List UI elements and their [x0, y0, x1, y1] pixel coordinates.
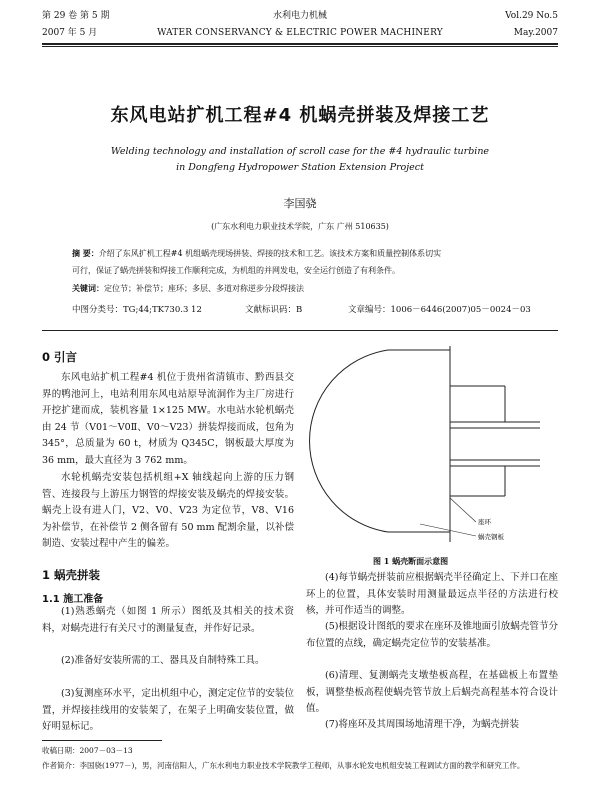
document-code: 文献标识码：B — [245, 305, 303, 315]
author-name: 李国骁 — [283, 197, 317, 210]
figure-label-scroll: 蜗壳钢板 — [478, 533, 504, 541]
prep-item-7: (7)将座环及其周围场地清理干净，为蜗壳拼装 — [325, 719, 519, 730]
prep-item-1: (1)熟悉蜗壳（如图 1 所示）图纸及其相关的技术资料，对蜗壳进行有关尺寸的测量复查，并作好记录。 — [42, 606, 294, 634]
prep-item-4: (4)每节蜗壳拼装前应根据蜗壳半径确定上、下并口在座环上的位置，具体安装时用测量最远点半径的方法进行校核，并可作适当的调整。 — [306, 572, 558, 616]
header-rule-thick — [42, 43, 558, 45]
paragraph-intro-2: 水轮机蜗壳安装包括机组+X 轴线起向上游的压力钢管、连接段与上游压力钢管的焊接安装及蜗壳的焊接安装。蜗壳上设有进人门，V2、V0、V23 为定位节，V8、V16 为补偿节，在补偿节 2 侧各留有 50 mm 配割余量，以补偿制造、安装过程中产生的偏差。 — [42, 472, 294, 549]
article-title-en-line1: Welding technology and installation of scroll case for the #4 hydraulic turbine — [110, 146, 490, 157]
prep-item-2: (2)准备好安装所需的工、器具及自制特殊工具。 — [61, 655, 265, 666]
abstract-divider — [42, 330, 558, 331]
clc-number: 中图分类号：TG;44;TK730.3 12 — [72, 305, 202, 315]
leader-scroll — [420, 524, 476, 536]
abstract-line-1 — [72, 247, 532, 260]
prep-item-6: (6)清理、复测蜗壳支墩垫板高程，在基础板上布置垫板，调整垫板高程使蜗壳管节放上后蜗壳高程基本符合设计值。 — [306, 670, 558, 714]
header-journal-en: WATER CONSERVANCY & ELECTRIC POWER MACHINERY — [157, 28, 443, 38]
figure-label-seat-ring: 座环 — [478, 518, 491, 526]
scroll-case-arc — [310, 350, 388, 532]
abstract-line-2: 可行，保证了蜗壳拼装和焊接工作顺利完成，为机组的并网发电，安全运行创造了有利条件。 — [72, 266, 400, 275]
header-volume-en: Vol.29 No.5 — [505, 11, 558, 21]
header-journal-cn: 水利电力机械 — [272, 11, 327, 21]
keywords-text: 定位节；补偿节；座环；多层、多道对称逆步分段焊接法 — [104, 284, 304, 293]
author-affiliation: (广东水利电力职业技术学院，广东 广州 510635) — [211, 222, 389, 231]
section-1-heading: 1 蜗壳拼装 — [42, 568, 101, 582]
article-number: 文章编号：1006－6446(2007)05－0024－03 — [348, 305, 531, 315]
footnote-rule — [42, 740, 162, 741]
author-bio: 作者简介：李国骁(1977－)，男，河南信阳人，广东水利电力职业技术学院教学工程师，从事水轮发电机组安装工程调试方面的教学和研究工作。 — [42, 761, 525, 770]
keywords-label: 关键词： — [72, 283, 104, 293]
paragraph-intro-1: 东风电站扩机工程#4 机位于贵州省清镇市、黔西县交界的鸭池河上，电站利用东风电站原导流洞作为主厂房进行开挖扩建而成，装机容量 1×125 MW。水电站水轮机蜗壳由 24 节（V01～V0Ⅱ、V0～V23）拼装焊接而成，包角为 345°，总质量为 60 t，材质为 Q345C，钢板最大厚度为 36 mm，最大直径为 3 762 mm。 — [42, 372, 294, 466]
article-title: 东风电站扩机工程#4 机蜗壳拼装及焊接工艺 — [110, 105, 490, 126]
article-title-en-line2: in Dongfeng Hydropower Station Extension Project — [176, 162, 424, 173]
prep-item-5: (5)根据设计图纸的要求在座环及锥地面引放蜗壳管节分布位置的点线，确定蜗壳定位节的安装基准。 — [306, 621, 558, 649]
abstract-label: 摘 要： — [72, 248, 99, 258]
section-1-1-heading: 1.1 施工准备 — [42, 594, 104, 605]
leader-seat-ring — [450, 498, 476, 522]
figure-1-scroll-section — [300, 338, 558, 550]
prep-item-3: (3)复测座环水平，定出机组中心，测定定位节的安装位置，并焊接挂线用的安装架了，在架子上明确安装位置，做好明显标记。 — [42, 688, 294, 732]
received-date: 收稿日期：2007－03－13 — [42, 746, 133, 755]
keywords-line — [72, 282, 304, 295]
header-date-en: May.2007 — [513, 28, 558, 38]
header-volume-cn: 第 29 卷 第 5 期 — [42, 11, 110, 21]
header-date-cn: 2007 年 5 月 — [42, 28, 98, 38]
figure-1-caption: 图 1 蜗壳断面示意图 — [373, 556, 449, 566]
section-0-heading: 0 引言 — [42, 350, 78, 364]
header-rule-thin — [42, 46, 558, 47]
abstract-text-1: 介绍了东风扩机工程#4 机组蜗壳现场拼装、焊接的技术和工艺。该技术方案和质量控制体系切实 — [98, 249, 442, 258]
